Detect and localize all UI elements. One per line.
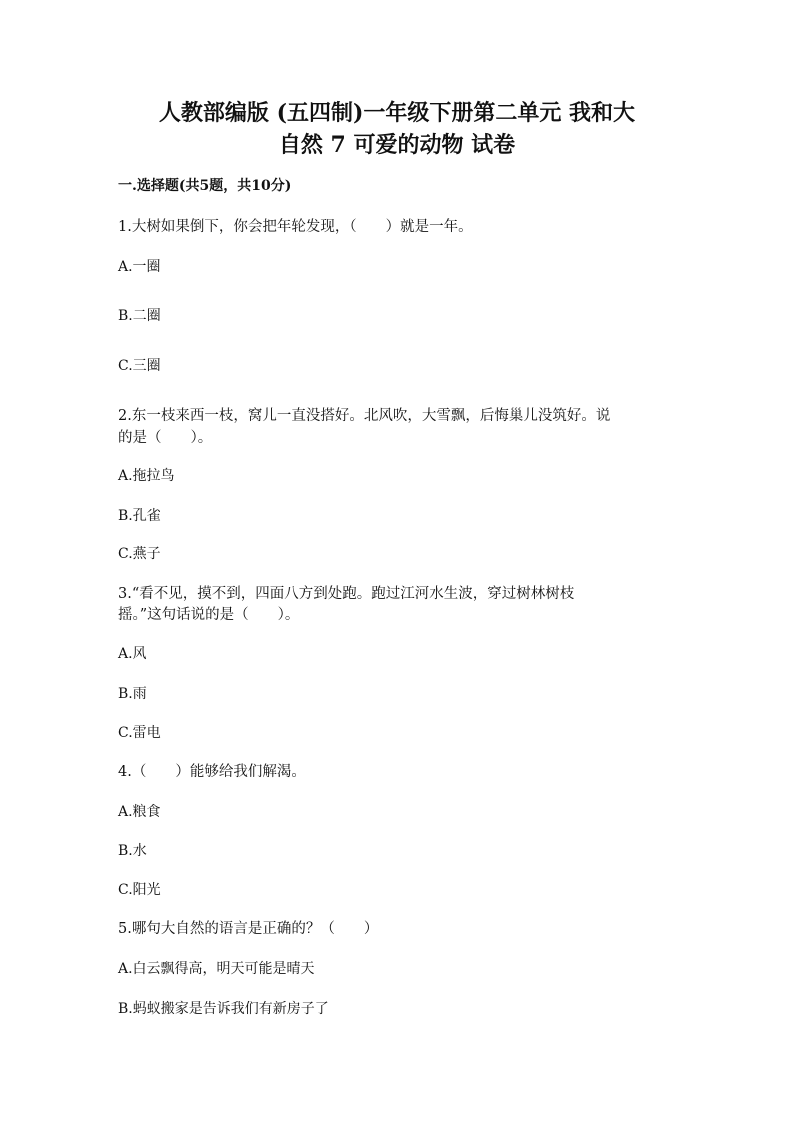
- question-4-option-a: A.粮食: [118, 804, 161, 820]
- question-5-text: 5.哪句大自然的语言是正确的？（ ）: [118, 921, 379, 937]
- question-2-text-line-2: 的是（ ）。: [118, 430, 213, 446]
- question-2-text-line-1: 2.东一枝来西一枝，窝儿一直没搭好。北风吹，大雪飘，后悔巢儿没筑好。说: [118, 408, 611, 424]
- question-2-option-c: C.燕子: [118, 546, 161, 562]
- question-3-option-b: B.雨: [118, 686, 147, 702]
- question-1-option-a: A.一圈: [118, 259, 161, 275]
- question-4-option-b: B.水: [118, 843, 147, 859]
- question-1-option-c: C.三圈: [118, 358, 161, 374]
- document-title-line-1: 人教部编版 (五四制)一年级下册第二单元 我和大: [158, 100, 636, 126]
- question-4-text: 4.（ ）能够给我们解渴。: [118, 764, 306, 780]
- question-5-option-a: A.白云飘得高，明天可能是晴天: [118, 961, 315, 977]
- question-4-option-c: C.阳光: [118, 882, 161, 898]
- document-title-line-2: 自然 7 可爱的动物 试卷: [278, 132, 516, 158]
- question-1-text: 1.大树如果倒下，你会把年轮发现，（ ）就是一年。: [118, 219, 473, 235]
- question-3-text-line-1: 3.“看不见，摸不到，四面八方到处跑。跑过江河水生波，穿过树林树枝: [118, 586, 575, 602]
- question-3-option-a: A.风: [118, 646, 147, 662]
- question-2-option-a: A.拖拉鸟: [118, 468, 175, 484]
- question-2-option-b: B.孔雀: [118, 508, 161, 524]
- question-5-option-b: B.蚂蚁搬家是告诉我们有新房子了: [118, 1001, 329, 1017]
- question-3-option-c: C.雷电: [118, 725, 161, 741]
- section-heading: 一.选择题(共5题，共10分): [118, 178, 292, 194]
- question-1-option-b: B.二圈: [118, 308, 161, 324]
- question-3-text-line-2: 摇。”这句话说的是（ ）。: [118, 607, 300, 623]
